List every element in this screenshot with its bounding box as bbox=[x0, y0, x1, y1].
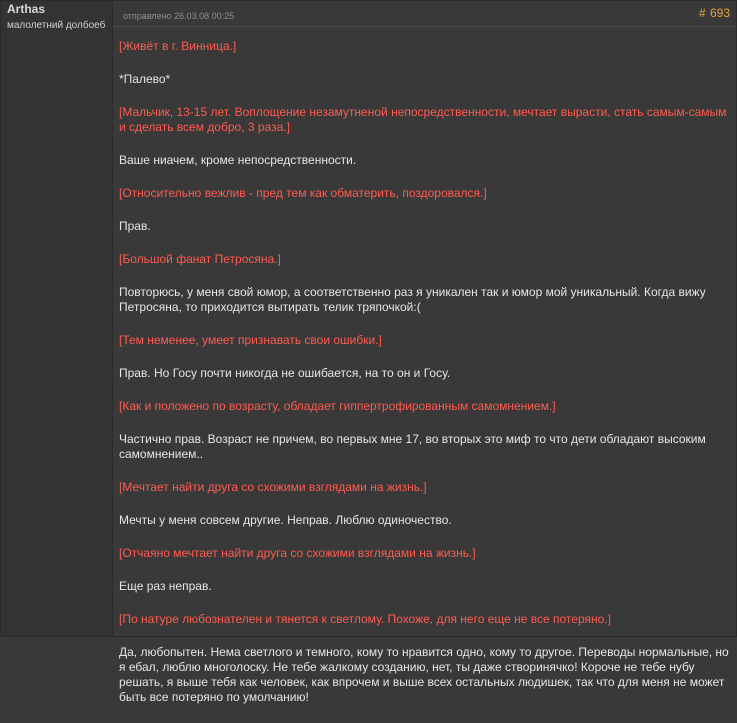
author-title: малолетний долбоеб bbox=[7, 20, 106, 31]
quote-line: [Живёт в г. Винница.] bbox=[119, 39, 237, 53]
reply-line: Прав. bbox=[119, 219, 151, 233]
quote-line: [Мечтает найти друга со схожими взглядами на жизнь.] bbox=[119, 480, 427, 494]
quote-line: [Тем неменее, умеет признавать свои ошибки.] bbox=[119, 333, 382, 347]
quote-line: [Большой фанат Петросяна.] bbox=[119, 252, 281, 266]
reply-line: Еще раз неправ. bbox=[119, 579, 212, 593]
author-name[interactable]: Arthas bbox=[7, 2, 46, 16]
post-body bbox=[119, 39, 733, 723]
post-hash: # bbox=[698, 6, 706, 20]
reply-line: Прав. Но Госу почти никогда не ошибается, на то он и Госу. bbox=[119, 366, 451, 380]
quote-line: [По натуре любознателен и тянется к светлому. Похоже, для него еще не все потеряно.] bbox=[119, 612, 611, 626]
quote-line: [Относительно вежлив - пред тем как обматерить, поздоровался.] bbox=[119, 186, 487, 200]
reply-line: Частично прав. Возраст не причем, во первых мне 17, во вторых это миф то что дети обладают высоким самомнением.. bbox=[119, 432, 710, 461]
reply-line: Да, любопытен. Нема светлого и темного, кому то нравится одно, кому то другое. Переводы нормальные, но я ебал, люблю многолоску. Не тебе жалкому созданию, нет, ты даже створинячко! Короче не тебе нубу решать, я выше тебя как человек, как впрочем и выше всех остальных людишек, так что для меня не может быть все потеряно по умолчанию! bbox=[119, 645, 733, 704]
quote-line: [Отчаяно мечтает найти друга со схожими взглядами на жизнь.] bbox=[119, 546, 476, 560]
post-timestamp: отправлено 26.03.08 00:25 bbox=[123, 11, 235, 21]
quote-line: [Как и положено по возрасту, обладает гиппертрофированным самомнением.] bbox=[119, 399, 556, 413]
header-divider bbox=[113, 26, 736, 27]
author-sidebar bbox=[1, 1, 113, 636]
reply-line: Мечты у меня совсем другие. Неправ. Люблю одиночество. bbox=[119, 513, 452, 527]
post-number-link[interactable] bbox=[699, 6, 730, 20]
reply-line: Ваше ниачем, кроме непосредственности. bbox=[119, 153, 357, 167]
post-number: 693 bbox=[709, 6, 730, 20]
quote-line: [Мальчик, 13-15 лет. Воплощение незамутненой непосредственности, мечтает вырасти, стать самым-самым и сделать всем добро, 3 раза.] bbox=[119, 105, 730, 134]
reply-line: Повторюсь, у меня свой юмор, а соответственно раз я уникален так и юмор мой уникальный. Когда вижу Петросяна, то приходится вытирать телик тряпочкой:( bbox=[119, 285, 710, 314]
reply-line: *Палево* bbox=[119, 72, 171, 86]
